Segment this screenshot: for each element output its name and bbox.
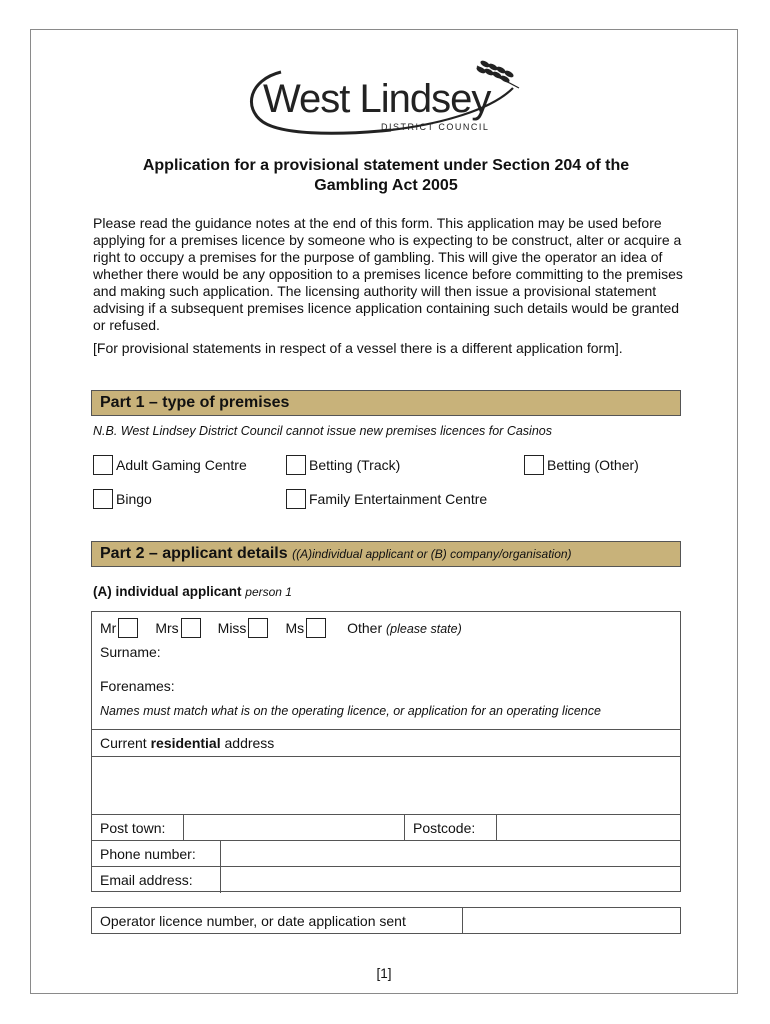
part2-heading <box>91 541 681 567</box>
page-number: [1] <box>376 966 392 981</box>
form-title-line2: Gambling Act 2005 <box>314 177 458 194</box>
option-bingo[interactable] <box>93 489 152 509</box>
applicant-details-table <box>91 611 681 892</box>
email-label: Email address: <box>100 872 193 888</box>
option-label: Bingo <box>116 491 152 507</box>
option-betting-other[interactable] <box>524 455 639 475</box>
phone-label: Phone number: <box>100 846 196 862</box>
checkbox[interactable] <box>286 489 306 509</box>
title-label: Mr <box>100 620 117 636</box>
title-label: Ms <box>285 620 305 636</box>
checkbox[interactable] <box>524 455 544 475</box>
address-label-bold: residential <box>150 735 221 751</box>
operator-licence-label: Operator licence number, or date application sent <box>100 913 406 929</box>
checkbox[interactable] <box>286 455 306 475</box>
title-label: Mrs <box>155 620 179 636</box>
post-town-input[interactable] <box>183 815 404 841</box>
address-input-row[interactable] <box>92 756 680 815</box>
address-label-post: address <box>220 735 275 751</box>
option-family-entertainment-centre[interactable] <box>286 489 487 509</box>
title-options <box>100 618 462 638</box>
post-town-label: Post town: <box>100 820 166 836</box>
vessel-note: [For provisional statements in respect of a vessel there is a different application form]. <box>93 340 623 356</box>
individual-applicant-heading <box>93 584 292 599</box>
address-label-pre: Current <box>100 735 151 751</box>
form-title-line1: Application for a provisional statement under Section 204 of the <box>142 157 630 174</box>
form-page <box>30 29 738 994</box>
subhead-bold: (A) individual applicant <box>93 584 242 599</box>
postcode-label-cell <box>404 815 496 841</box>
part1-heading-text: Part 1 – type of premises <box>100 394 290 411</box>
operator-licence-table <box>91 907 681 934</box>
option-adult-gaming-centre[interactable] <box>93 455 247 475</box>
checkbox[interactable] <box>248 618 268 638</box>
phone-row <box>92 840 680 867</box>
option-label: Betting (Other) <box>547 457 639 473</box>
checkbox[interactable] <box>118 618 138 638</box>
operator-licence-input[interactable] <box>462 908 680 933</box>
surname-label: Surname: <box>100 644 161 660</box>
other-label: Other <box>347 620 383 636</box>
svg-text:West Lindsey: West Lindsey <box>263 77 491 121</box>
part1-heading <box>91 390 681 416</box>
option-label: Adult Gaming Centre <box>116 457 247 473</box>
title-mr[interactable] <box>100 618 141 638</box>
postcode-label: Postcode: <box>413 820 476 836</box>
forenames-label: Forenames: <box>100 678 175 694</box>
checkbox[interactable] <box>306 618 326 638</box>
checkbox[interactable] <box>93 489 113 509</box>
checkbox[interactable] <box>181 618 201 638</box>
other-hint: (please state) <box>386 622 462 636</box>
form-title <box>71 156 701 196</box>
logo-graphic <box>241 60 531 138</box>
checkbox[interactable] <box>93 455 113 475</box>
intro-text <box>93 215 693 357</box>
part2-heading-text: Part 2 – applicant details <box>100 545 288 562</box>
email-row <box>92 866 680 893</box>
intro-paragraph: Please read the guidance notes at the end of this form. This application may be used before applying for a premises licence by someone who is expecting to be construct, alter or acquire a right to occupy a premises for the purpose of gambling. This will give the operator an idea of whether there would be any opposition to a premises licence before committing to the premises and making such application. The licensing authority will then issue a provisional statement advising if a subsequent premises licence application containing such details would be granted or refused. <box>93 215 683 333</box>
postcode-input[interactable] <box>496 815 680 841</box>
part2-heading-sub: ((A)individual applicant or (B) company/organisation) <box>292 547 572 561</box>
svg-text:DISTRICT COUNCIL: DISTRICT COUNCIL <box>381 122 490 132</box>
title-miss[interactable] <box>218 618 272 638</box>
title-other[interactable] <box>347 620 462 636</box>
option-betting-track[interactable] <box>286 455 400 475</box>
subhead-italic: person 1 <box>245 585 292 599</box>
casino-note: N.B. West Lindsey District Council cannot issue new premises licences for Casinos <box>93 424 552 438</box>
west-lindsey-logo <box>241 60 531 138</box>
address-label <box>100 735 274 751</box>
option-label: Betting (Track) <box>309 457 401 473</box>
address-label-row <box>92 729 680 757</box>
title-label: Miss <box>217 620 247 636</box>
title-mrs[interactable] <box>155 618 203 638</box>
phone-input[interactable] <box>220 841 680 867</box>
names-note: Names must match what is on the operating licence, or application for an operating licence <box>100 704 601 718</box>
title-ms[interactable] <box>285 618 329 638</box>
email-input[interactable] <box>220 867 680 893</box>
option-label: Family Entertainment Centre <box>309 491 488 507</box>
post-town-row <box>92 814 680 841</box>
